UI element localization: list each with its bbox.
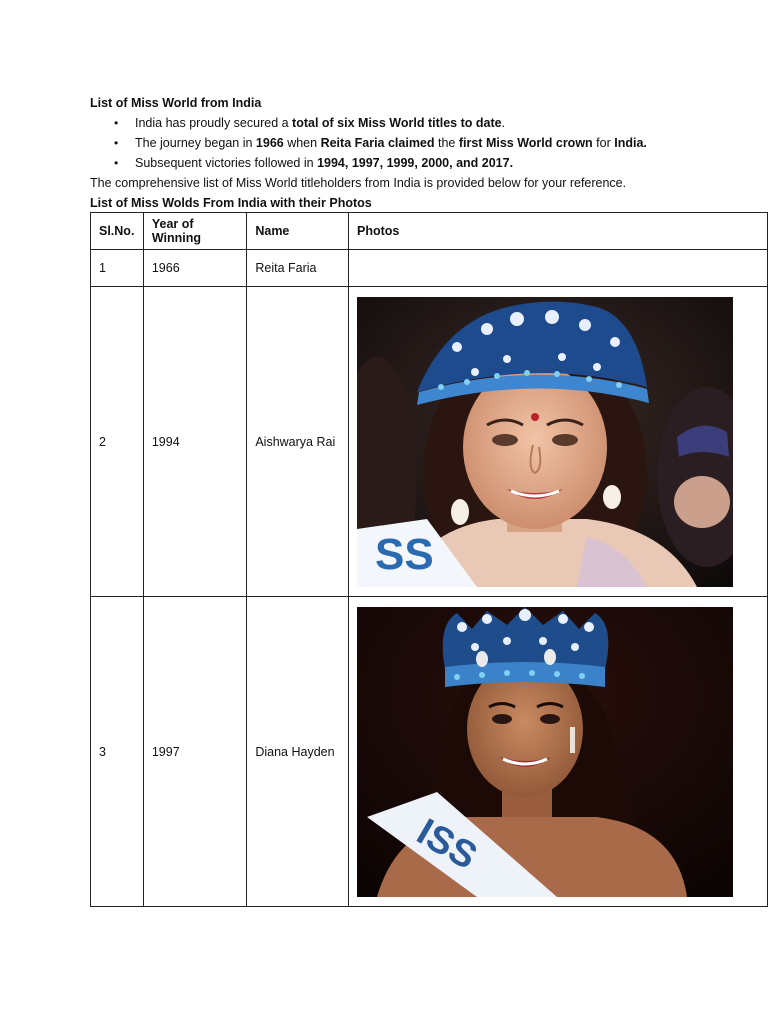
bold-text: 1966 [255,136,284,150]
text-run: . [501,116,506,130]
intro-paragraph: The comprehensive list of Miss World titleholders from India is provided below for your reference. [90,176,627,190]
bullet-item [90,133,768,153]
header-name: Name [247,213,349,250]
header-year: Year of Winning [143,213,246,250]
bullet-item [90,113,768,133]
cell-photo-empty [349,250,768,287]
cell-year: 1966 [143,250,246,287]
table-heading: List of Miss Wolds From India with their Photos [90,196,372,210]
text-run: for [592,136,615,150]
aishwarya-rai-photo [357,297,733,587]
cell-photo [349,597,768,907]
table-header-row [91,213,768,250]
cell-slno: 2 [91,287,144,597]
text-run: India has proudly secured a [135,116,293,130]
cell-year: 1997 [143,597,246,907]
bold-text: 1994, 1997, 1999, 2000, and 2017. [317,156,514,170]
document-body [90,93,768,213]
text-run: Subsequent victories followed in [135,156,318,170]
text-run: when [283,136,321,150]
text-run: The journey began in [135,136,256,150]
page-heading: List of Miss World from India [90,96,262,110]
table-row [91,287,768,597]
cell-slno: 1 [91,250,144,287]
bold-text: first Miss World crown [458,136,593,150]
svg-text:SS: SS [375,529,434,579]
bullet-item [90,153,768,173]
table-row [91,250,768,287]
bold-text: India. [614,136,647,150]
bold-text: Reita Faria claimed [320,136,435,150]
table-row [91,597,768,907]
cell-photo [349,287,768,597]
cell-slno: 3 [91,597,144,907]
cell-name: Diana Hayden [247,597,349,907]
cell-name: Aishwarya Rai [247,287,349,597]
bold-text: total of six Miss World titles to date [292,116,502,130]
cell-year: 1994 [143,287,246,597]
svg-text:ISS: ISS [409,810,484,878]
cell-name: Reita Faria [247,250,349,287]
text-run: the [434,136,459,150]
header-photos: Photos [349,213,768,250]
bullet-list [90,113,768,173]
diana-hayden-photo [357,607,733,897]
header-slno: Sl.No. [91,213,144,250]
miss-world-table [90,212,768,907]
